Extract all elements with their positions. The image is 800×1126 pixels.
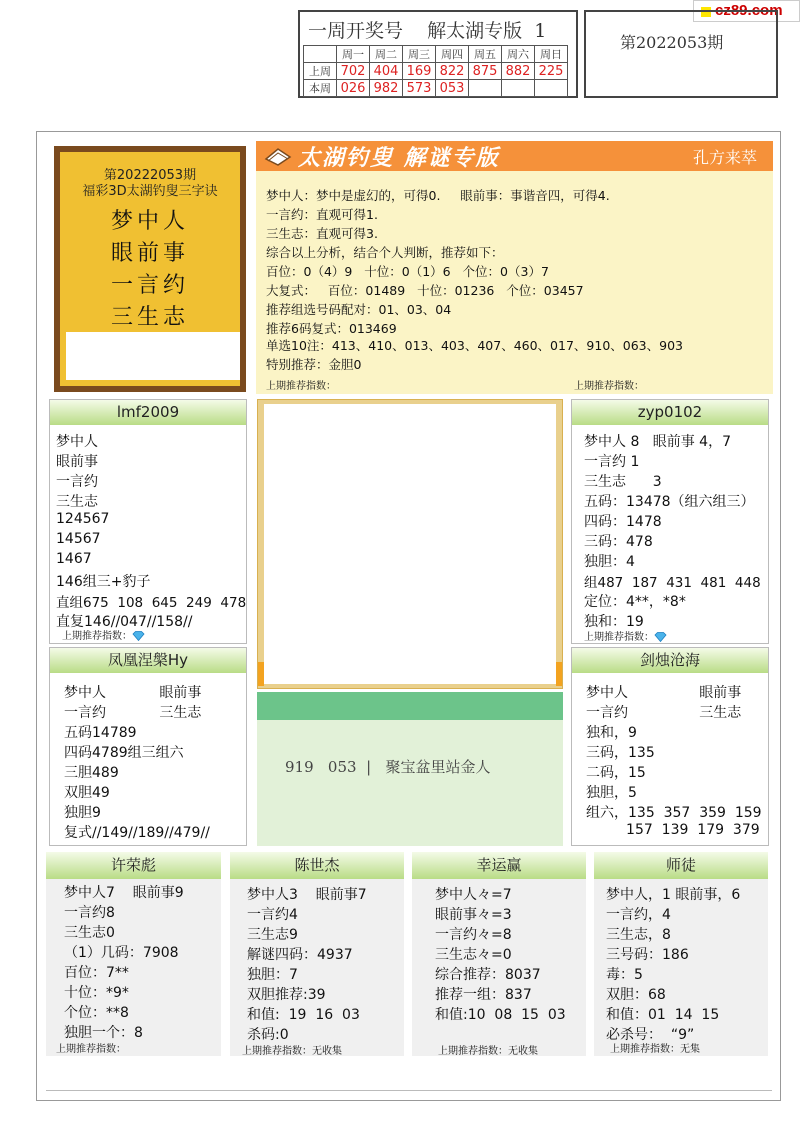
pick-line: 梦中人7 眼前事9 [64, 885, 184, 901]
puzzle-author: 孔方来萃 [692, 148, 757, 167]
expert-box-chenshijie [230, 852, 404, 1056]
expert-box-lmf2009 [49, 399, 247, 644]
pick-line: 独胆9 [64, 805, 101, 821]
pick-line: 三胆489 [64, 765, 119, 781]
pick-line: 一言约 三生志 [64, 705, 202, 721]
pick-line: 独和，9 [586, 725, 637, 741]
pick-line: 独胆，5 [586, 785, 637, 801]
puzzle-line: 推荐6码复式：013469 [266, 321, 397, 336]
pick-line: 157 139 179 379 [586, 822, 760, 838]
center-caption: 919 053 | 聚宝盆里站金人 [285, 758, 491, 776]
puzzle-line: 百位：0（4）9 十位：0（1）6 个位：0（3）7 [266, 264, 549, 279]
pick-line: 和值: 19 16 03 [247, 1007, 360, 1023]
pick-line: 独胆：7 [247, 967, 298, 983]
pick-line: 三码，135 [586, 745, 655, 761]
center-image-blank [264, 404, 556, 684]
draw-number: 875 [469, 63, 502, 80]
pick-line: 和值：01 14 15 [606, 1007, 720, 1023]
pick-line: 综合推荐：8037 [435, 967, 541, 983]
pick-line: 眼前事々=3 [435, 907, 512, 923]
verse-line: 梦中人 [110, 209, 189, 234]
pick-line: 独胆：4 [584, 554, 635, 570]
draw-number: 573 [403, 80, 436, 97]
expert-name: 师徒 [594, 852, 768, 879]
rating-label: 上期推荐指数：无集 [610, 1044, 700, 1055]
expert-name: 幸运赢 [412, 852, 586, 879]
logo-text: cz89.com [715, 2, 783, 19]
pick-line: 四码：1478 [584, 514, 662, 530]
expert-box-fenghuang [49, 647, 247, 846]
pick-line: 四码4789组三组六 [64, 745, 184, 761]
rating-label: 上期推荐指数： [584, 632, 654, 643]
pick-line: 毒：5 [606, 967, 643, 983]
title-card-inner [60, 152, 240, 386]
diamond-icon [654, 632, 667, 642]
pick-line: 一言约，4 [606, 907, 671, 923]
pick-line: 梦中人々=7 [435, 887, 512, 903]
day-header: 周一 [337, 46, 370, 63]
puzzle-footer-right: 上期推荐指数： [574, 381, 644, 392]
day-header: 周三 [403, 46, 436, 63]
puzzle-title: 太湖钓叟 解谜专版 [298, 145, 500, 171]
pick-line: 梦中人，1 眼前事，6 [606, 887, 741, 903]
draw-number [469, 80, 502, 97]
pick-line: 146组三+豹子 [56, 574, 151, 590]
expert-box-zyp0102 [571, 399, 769, 644]
pick-line: 三生志 [56, 494, 98, 510]
pick-line: 三生志々=0 [435, 947, 512, 963]
draw-number: 225 [535, 63, 568, 80]
pick-line: （1）几码：7908 [64, 945, 179, 961]
center-caption-panel [257, 720, 563, 846]
day-header: 周六 [502, 46, 535, 63]
last-week-row [304, 63, 568, 80]
pick-line: 杀码:0 [247, 1027, 289, 1043]
weekly-draw-panel [298, 10, 578, 98]
pick-line: 三生志 3 [584, 474, 662, 490]
pick-line: 124567 [56, 511, 110, 527]
pick-line: 14567 [56, 531, 101, 547]
day-header: 周五 [469, 46, 502, 63]
pick-line: 组六，135 357 359 159 [586, 805, 762, 821]
pick-line: 1467 [56, 551, 92, 567]
pick-line: 一言约々=8 [435, 927, 512, 943]
weekly-draw-title: 一周开奖号 解太湖专版 1 [308, 20, 547, 42]
expert-name: zyp0102 [572, 400, 768, 425]
expert-name: lmf2009 [50, 400, 246, 425]
draw-number: 702 [337, 63, 370, 80]
draw-number: 882 [502, 63, 535, 80]
draw-number [502, 80, 535, 97]
center-image [257, 399, 563, 689]
pick-line: 十位：*9* [64, 985, 129, 1001]
day-header: 周日 [535, 46, 568, 63]
days-row [304, 46, 568, 63]
pick-line: 推荐一组：837 [435, 987, 532, 1003]
draw-number [535, 80, 568, 97]
pick-line: 和值:10 08 15 03 [435, 1007, 566, 1023]
pick-line: 双胆推荐:39 [247, 987, 326, 1003]
pick-line: 梦中人 眼前事 [586, 685, 742, 701]
puzzle-header [256, 141, 773, 171]
expert-box-jianzhu [571, 647, 769, 846]
orange-marker [258, 662, 264, 686]
title-card-issue: 第20222053期 [103, 168, 197, 183]
pick-line: 独和：19 [584, 614, 644, 630]
expert-name: 凤凰涅槃Hy [50, 648, 246, 673]
rating-footer [584, 628, 667, 643]
puzzle-line: 特别推荐：金胆0 [266, 357, 362, 372]
draw-number: 404 [370, 63, 403, 80]
row-label: 上周 [304, 63, 337, 80]
pick-line: 双胆49 [64, 785, 110, 801]
expert-box-xurongbiao [46, 852, 221, 1056]
pick-line: 必杀号： “9” [606, 1027, 695, 1043]
rating-label: 上期推荐指数： [62, 631, 132, 642]
pick-line: 眼前事 [56, 454, 98, 470]
center-green-bar [257, 692, 563, 720]
pick-line: 个位：**8 [64, 1005, 129, 1021]
rating-label: 上期推荐指数：无收集 [242, 1046, 342, 1057]
pick-line: 梦中人 眼前事 [64, 685, 202, 701]
pick-line: 一言约4 [247, 907, 298, 923]
puzzle-line: 大复式： 百位：01489 十位：01236 个位：03457 [266, 283, 584, 298]
title-card [54, 146, 246, 392]
diamond-icon [132, 631, 145, 641]
pick-line: 直复146//047//158// [56, 614, 193, 630]
puzzle-line: 一言约：直观可得1. [266, 207, 378, 222]
pick-line: 梦中人3 眼前事7 [247, 887, 367, 903]
pick-line: 三生志0 [64, 925, 115, 941]
pick-line: 五码14789 [64, 725, 137, 741]
pick-line: 梦中人 8 眼前事 4，7 [584, 434, 731, 450]
pick-line: 组487 187 431 481 448 [584, 575, 761, 591]
draw-number: 026 [337, 80, 370, 97]
pick-line: 定位：4**，*8* [584, 594, 686, 610]
expert-box-shitu [594, 852, 768, 1056]
draw-number: 822 [436, 63, 469, 80]
day-header: 周二 [370, 46, 403, 63]
book-icon [264, 145, 292, 167]
verse-line: 一言约 [110, 273, 189, 298]
pick-line: 一言约 三生志 [586, 705, 742, 721]
pick-line: 梦中人 [56, 434, 98, 450]
expert-name: 陈世杰 [230, 852, 404, 879]
pick-line: 双胆：68 [606, 987, 666, 1003]
draw-number: 053 [436, 80, 469, 97]
draw-number: 982 [370, 80, 403, 97]
verse-line: 三生志 [110, 305, 189, 330]
row-label: 本周 [304, 80, 337, 97]
rating-footer [62, 627, 145, 642]
pick-line: 三号码：186 [606, 947, 689, 963]
pick-line: 直组675 108 645 249 478 [56, 595, 247, 611]
expert-name: 许荣彪 [46, 852, 221, 879]
issue-panel [584, 10, 778, 98]
puzzle-line: 推荐组选号码配对：01、03、04 [266, 302, 452, 317]
pick-line: 三生志9 [247, 927, 298, 943]
pick-line: 一言约8 [64, 905, 115, 921]
day-header: 周四 [436, 46, 469, 63]
pick-line: 五码：13478（组六组三） [584, 494, 755, 510]
pick-line: 解谜四码：4937 [247, 947, 353, 963]
pick-line: 二码，15 [586, 765, 646, 781]
expert-name: 剑烛沧海 [572, 648, 768, 673]
pick-line: 复式//149//189//479// [64, 825, 210, 841]
rating-label: 上期推荐指数：无收集 [438, 1046, 538, 1057]
pick-line: 一言约 1 [584, 454, 640, 470]
weekly-draw-table [303, 45, 568, 97]
pick-line: 一言约 [56, 474, 98, 490]
title-card-blank [66, 332, 240, 380]
corner-cell [304, 46, 337, 63]
verse-line: 眼前事 [110, 241, 189, 266]
pick-line: 三生志，8 [606, 927, 671, 943]
puzzle-line: 梦中人：梦中是虚幻的，可得0. 眼前事：事谐音四，可得4. [266, 188, 610, 203]
puzzle-line: 三生志：直观可得3. [266, 226, 378, 241]
title-card-subtitle: 福彩3D太湖钓叟三字诀 [82, 184, 218, 199]
puzzle-footer-left: 上期推荐指数： [266, 381, 336, 392]
pick-line: 百位：7** [64, 965, 129, 981]
pick-line: 三码：478 [584, 534, 653, 550]
pick-line: 独胆一个：8 [64, 1025, 143, 1041]
orange-marker [556, 662, 562, 686]
bottom-divider [46, 1090, 772, 1091]
rating-label: 上期推荐指数： [56, 1044, 126, 1055]
puzzle-line: 单选10注：413、410、013、403、407、460、017、910、063、903 [266, 338, 683, 353]
draw-number: 169 [403, 63, 436, 80]
issue-number: 第2022053期 [620, 33, 724, 52]
puzzle-line: 综合以上分析，结合个人判断，推荐如下： [266, 245, 504, 260]
expert-box-xingyunying [412, 852, 586, 1056]
this-week-row [304, 80, 568, 97]
